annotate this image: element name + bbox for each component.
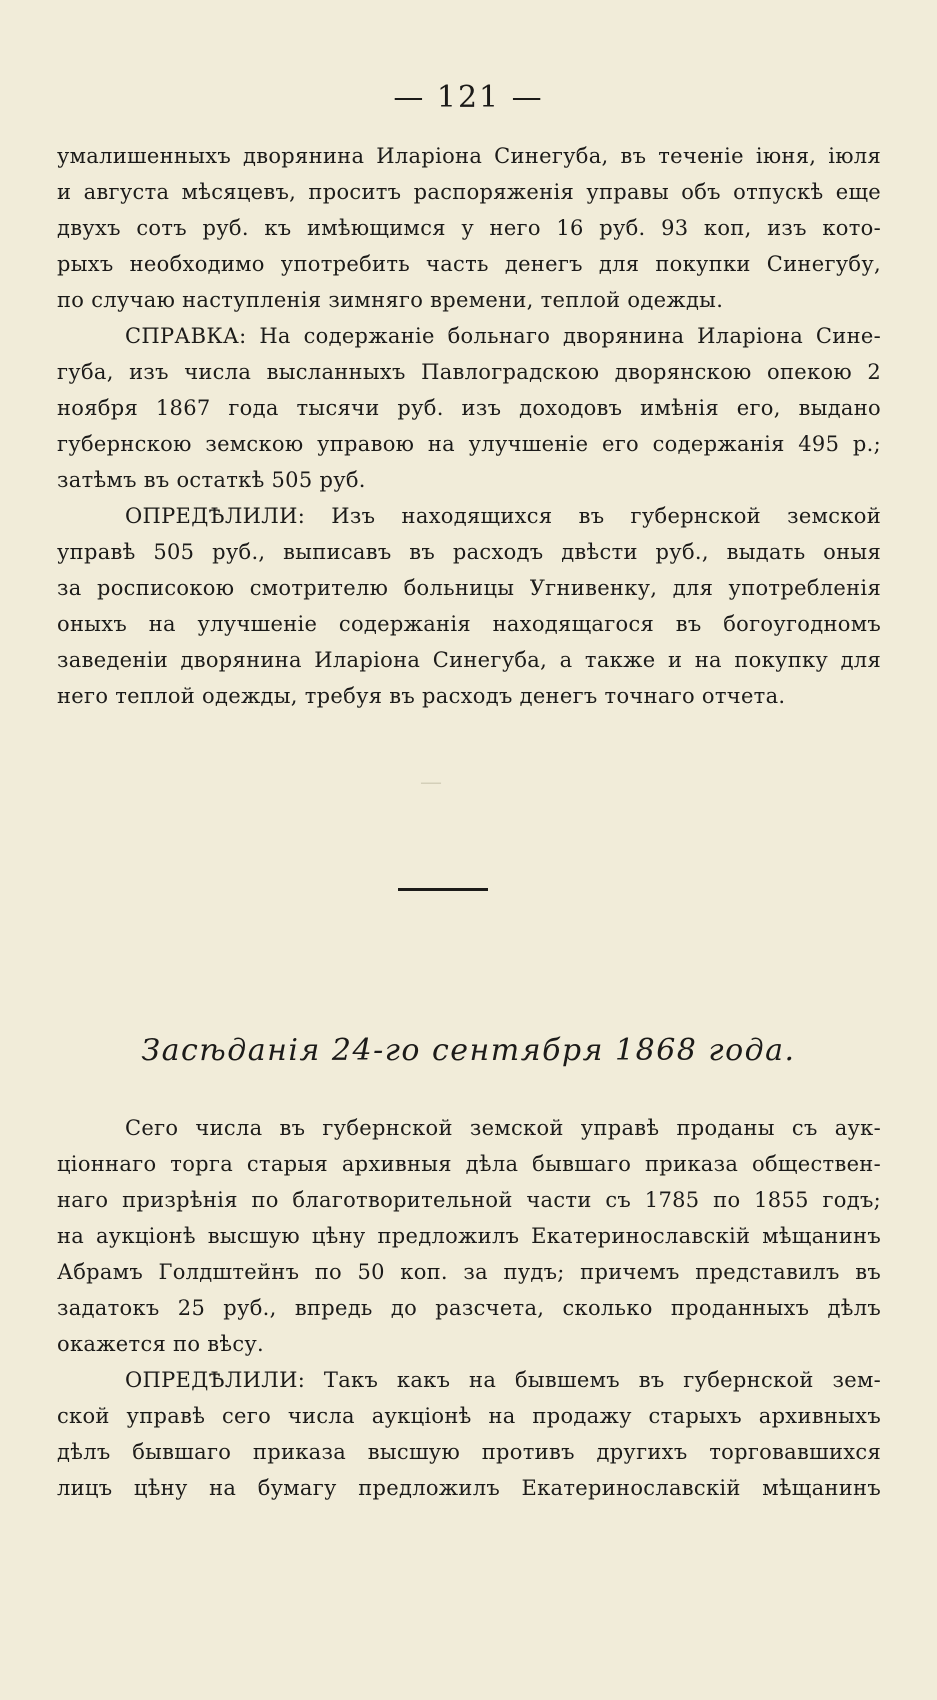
text-line: ской управѣ сего числа аукціонѣ на продажу старыхъ архивныхъ [57,1404,881,1428]
text-line: него теплой одежды, требуя въ расходъ денегъ точнаго отчета. [57,684,786,708]
text-line: на аукціонѣ высшую цѣну предложилъ Екатеринославскій мѣщанинъ [57,1224,881,1248]
section-1 [57,138,881,714]
text-line: наго призрѣнія по благотворительной части съ 1785 по 1855 годъ; [57,1188,881,1212]
text-line: за росписокою смотрителю больницы Угнивенку, для употребленія [57,576,881,600]
text-line: ноября 1867 года тысячи руб. изъ доходовъ имѣнія его, выдано [57,396,881,420]
text-line: рыхъ необходимо употребить часть денегъ для покупки Синегубу, [57,252,881,276]
bleed-through-mark: — [420,770,442,795]
text-line: Сего числа въ губернской земской управѣ проданы съ аук- [125,1116,881,1140]
text-line: двухъ сотъ руб. къ имѣющимся у него 16 руб. 93 коп, изъ кото- [57,216,881,240]
text-line: ціоннаго торга старыя архивныя дѣла бывшаго приказа обществен- [57,1152,881,1176]
text-line: ОПРЕДѢЛИЛИ: Такъ какъ на бывшемъ въ губернской зем- [125,1368,881,1392]
text-line: заведеніи дворянина Иларіона Синегуба, а также и на покупку для [57,648,881,672]
text-line: по случаю наступленія зимняго времени, теплой одежды. [57,288,724,312]
text-line: лицъ цѣну на бумагу предложилъ Екатеринославскій мѣщанинъ [57,1476,881,1500]
text-line: и августа мѣсяцевъ, проситъ распоряженія управы объ отпускѣ еще [57,180,881,204]
text-line: ОПРЕДѢЛИЛИ: Изъ находящихся въ губернской земской [125,504,881,528]
page-number: — 121 — [393,80,544,115]
text-line: затѣмъ въ остаткѣ 505 руб. [57,468,366,492]
text-line: дѣлъ бывшаго приказа высшую противъ другихъ торговавшихся [57,1440,881,1464]
text-line: СПРАВКА: На содержаніе больнаго дворянина Иларіона Сине- [125,324,881,348]
text-line: умалишенныхъ дворянина Иларіона Синегуба, въ теченіе іюня, іюля [57,144,881,168]
text-line: задатокъ 25 руб., впредь до разсчета, сколько проданныхъ дѣлъ [57,1296,881,1320]
text-line: управѣ 505 руб., выписавъ въ расходъ двѣсти руб., выдать оныя [57,540,881,564]
session-heading: Засѣданія 24-го сентября 1868 года. [141,1033,796,1068]
text-line: губернскою земскою управою на улучшеніе его содержанія 495 р.; [57,432,881,456]
text-line: оныхъ на улучшеніе содержанія находящагося въ богоугодномъ [57,612,881,636]
section-divider [398,888,488,891]
section-2 [57,1110,881,1506]
text-line: окажется по вѣсу. [57,1332,265,1356]
text-line: Абрамъ Голдштейнъ по 50 коп. за пудъ; причемъ представилъ въ [57,1260,881,1284]
text-line: губа, изъ числа высланныхъ Павлоградскою дворянскою опекою 2 [57,360,881,384]
